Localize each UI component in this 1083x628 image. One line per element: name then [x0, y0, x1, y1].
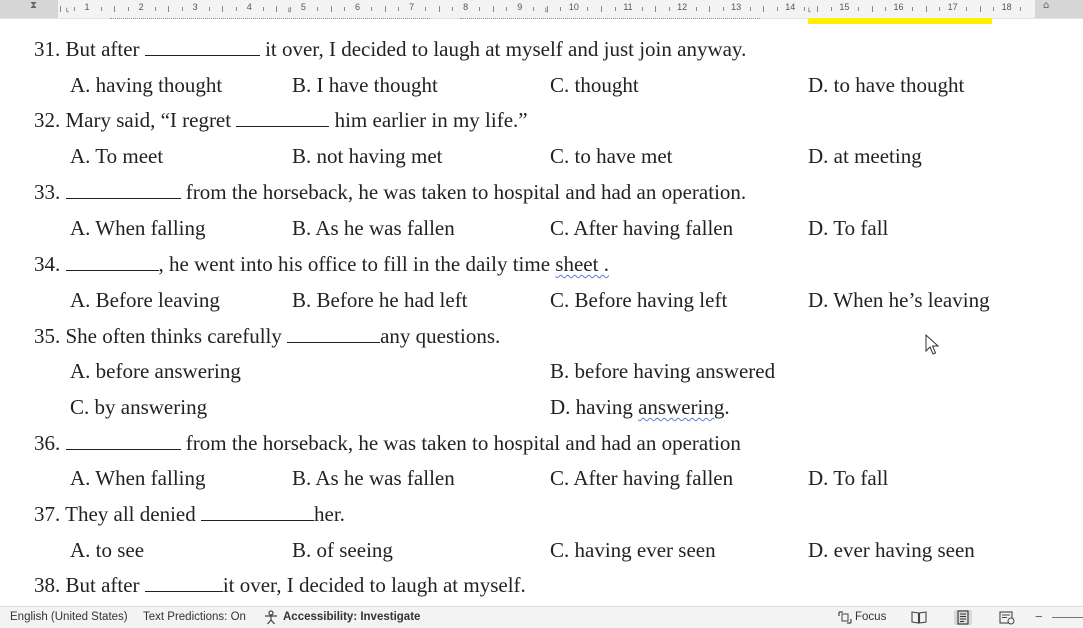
answer-blank	[66, 180, 181, 199]
option-a[interactable]: A. Before leaving	[70, 288, 220, 312]
ruler-tick	[547, 6, 548, 12]
question-35[interactable]	[34, 324, 500, 348]
ruler-tick	[182, 7, 183, 11]
option-c[interactable]: C. After having fallen	[550, 216, 734, 240]
ruler-tick	[479, 7, 480, 11]
question-33[interactable]	[34, 180, 746, 204]
question-text: 33.	[34, 180, 66, 204]
ruler-tick	[696, 7, 697, 11]
option-b[interactable]: B. not having met	[292, 144, 443, 168]
grammar-suggestion[interactable]: answering	[638, 395, 725, 419]
ruler-tick	[763, 6, 764, 12]
question-text: from the horseback, he was taken to hospital and had an operation	[180, 431, 741, 455]
option-b[interactable]: B. As he was fallen	[292, 466, 455, 490]
ruler-tick	[493, 6, 494, 12]
ruler-number: 7	[409, 2, 415, 12]
option-a[interactable]: A. before answering	[70, 359, 241, 383]
ruler-tick	[290, 7, 291, 11]
question-text: , he went into his office to fill in the daily time	[158, 252, 556, 276]
ruler-tick	[601, 6, 602, 12]
question-31[interactable]	[34, 37, 746, 61]
option-a[interactable]: A. having thought	[70, 73, 223, 97]
focus-icon[interactable]	[837, 610, 853, 625]
ruler-tick	[777, 7, 778, 11]
question-text: 31. But after	[34, 37, 145, 61]
ruler-tick	[912, 7, 913, 11]
option-b[interactable]: B. I have thought	[292, 73, 438, 97]
ruler-tick	[980, 6, 981, 12]
focus-button[interactable]: Focus	[855, 611, 887, 623]
ruler-tick	[168, 6, 169, 12]
tab-stop-icon[interactable]: ˪	[808, 4, 812, 15]
ruler-tick	[872, 6, 873, 12]
option-c[interactable]: C. thought	[550, 73, 639, 97]
option-a[interactable]: A. When falling	[70, 216, 206, 240]
question-text: from the horseback, he was taken to hospital and had an operation.	[180, 180, 747, 204]
ruler-number: 16	[893, 2, 904, 12]
question-38[interactable]	[34, 573, 526, 597]
ruler-tick	[709, 6, 710, 12]
ruler-number: 13	[731, 2, 742, 12]
option-c[interactable]: C. Before having left	[550, 288, 728, 312]
ruler-tick	[331, 6, 332, 12]
ruler-tick	[209, 7, 210, 11]
question-text: him earlier in my life.”	[329, 108, 528, 132]
status-bar	[0, 606, 1083, 628]
answer-blank	[287, 324, 380, 343]
question-32[interactable]	[34, 108, 528, 132]
ruler-tick	[750, 7, 751, 11]
read-mode-icon[interactable]	[911, 610, 927, 625]
zoom-slider[interactable]	[1052, 617, 1083, 618]
ruler-tick	[939, 7, 940, 11]
zoom-out-icon[interactable]: −	[1035, 609, 1043, 624]
ruler-tick	[642, 7, 643, 11]
option-c[interactable]: C. having ever seen	[550, 538, 716, 562]
option-d[interactable]: D. ever having seen	[808, 538, 975, 562]
question-text: 37. They all denied	[34, 502, 201, 526]
highlighted-text-fragment	[808, 18, 992, 24]
ruler-number: 1	[84, 2, 90, 12]
ruler-number: 14	[785, 2, 796, 12]
print-layout-icon[interactable]	[954, 610, 972, 625]
indent-marker-icon[interactable]: ⧗	[30, 0, 38, 11]
ruler-tick	[452, 7, 453, 11]
ruler-tick	[587, 7, 588, 11]
answer-blank	[201, 502, 314, 521]
ruler-tick	[222, 6, 223, 12]
ruler-tick	[506, 7, 507, 11]
ruler-number: 11	[623, 2, 633, 12]
ruler-number: 8	[463, 2, 469, 12]
ruler-number: 10	[568, 2, 579, 12]
ruler-tick	[385, 6, 386, 12]
ruler-tick	[101, 7, 102, 11]
ruler-tick	[263, 7, 264, 11]
ruler-tick	[114, 6, 115, 12]
ruler-tick	[398, 7, 399, 11]
ruler-tick	[615, 7, 616, 11]
ruler-left-margin	[0, 0, 58, 18]
option-b[interactable]: B. of seeing	[292, 538, 393, 562]
previous-line-fragment	[460, 18, 760, 22]
ruler-tick	[1020, 7, 1021, 11]
accessibility-status[interactable]: Accessibility: Investigate	[283, 611, 421, 623]
answer-blank	[66, 252, 159, 271]
ruler-tick	[317, 7, 318, 11]
ruler-tick	[128, 7, 129, 11]
ruler-tick	[885, 7, 886, 11]
option-b[interactable]: B. before having answered	[550, 359, 776, 383]
question-37[interactable]	[34, 502, 345, 526]
option-c[interactable]: C. After having fallen	[550, 466, 734, 490]
question-36[interactable]	[34, 431, 741, 455]
grammar-suggestion[interactable]: sheet .	[555, 252, 609, 276]
question-text: it over, I decided to laugh at myself and just join anyway.	[259, 37, 747, 61]
mouse-pointer-icon	[925, 334, 941, 356]
ruler-tick	[858, 7, 859, 11]
option-text: D. having	[550, 395, 639, 419]
ruler-tick	[926, 6, 927, 12]
ruler-tick	[817, 6, 818, 12]
ruler-tick	[804, 7, 805, 11]
ruler-tick	[155, 7, 156, 11]
option-c[interactable]: C. by answering	[70, 395, 208, 419]
ruler-number: 3	[192, 2, 198, 12]
question-text: any questions.	[380, 324, 501, 348]
question-text: her.	[314, 502, 345, 526]
answer-blank	[66, 431, 181, 450]
ruler-tick	[344, 7, 345, 11]
answer-blank	[236, 108, 329, 127]
ruler-tick	[723, 7, 724, 11]
ruler-tick	[655, 6, 656, 12]
text-predictions-status[interactable]: Text Predictions: On	[143, 611, 246, 623]
ruler-tick	[60, 6, 61, 12]
ruler-number: 15	[839, 2, 850, 12]
web-layout-icon[interactable]	[999, 610, 1015, 625]
ruler-tick	[371, 7, 372, 11]
ruler-tick	[425, 7, 426, 11]
option-d[interactable]: D. To fall	[808, 216, 889, 240]
option-c[interactable]: C. to have met	[550, 144, 673, 168]
ruler-number: 9	[517, 2, 523, 12]
option-a[interactable]: A. to see	[70, 538, 145, 562]
option-d[interactable]	[550, 395, 730, 419]
ruler-number: 12	[677, 2, 688, 12]
option-a[interactable]: A. To meet	[70, 144, 164, 168]
previous-line-fragment	[110, 18, 430, 22]
question-text: 35. She often thinks carefully	[34, 324, 288, 348]
ruler-tick	[533, 7, 534, 11]
question-text: 32. Mary said, “I regret	[34, 108, 237, 132]
option-d[interactable]: D. to have thought	[808, 73, 965, 97]
ruler-number: 2	[138, 2, 144, 12]
option-d[interactable]: D. When he’s leaving	[808, 288, 990, 312]
option-text: .	[724, 395, 730, 419]
answer-blank	[145, 37, 260, 56]
ruler-tick	[276, 6, 277, 12]
horizontal-ruler[interactable]	[0, 0, 1083, 19]
option-d[interactable]: D. To fall	[808, 466, 889, 490]
ruler-tick	[560, 7, 561, 11]
answer-blank	[145, 573, 223, 592]
ruler-tick	[439, 6, 440, 12]
question-text: 36.	[34, 431, 66, 455]
option-b[interactable]: B. Before he had left	[292, 288, 468, 312]
ruler-number: 5	[300, 2, 306, 12]
ruler-number: 18	[1001, 2, 1012, 12]
ruler-tick	[966, 7, 967, 11]
question-text: 38. But after	[34, 573, 145, 597]
ruler-tick	[669, 7, 670, 11]
question-34[interactable]	[34, 252, 609, 276]
ruler-number: 4	[246, 2, 252, 12]
option-b[interactable]: B. As he was fallen	[292, 216, 455, 240]
language-status[interactable]: English (United States)	[10, 611, 128, 623]
ruler-tick	[993, 7, 994, 11]
question-text: it over, I decided to laugh at myself.	[222, 573, 526, 597]
question-text: 34.	[34, 252, 66, 276]
ruler-tick	[831, 7, 832, 11]
right-indent-marker-icon[interactable]: ⌂	[1043, 0, 1050, 11]
tab-stop-icon[interactable]: ˪	[66, 4, 70, 15]
ruler-tick	[74, 7, 75, 11]
option-d[interactable]: D. at meeting	[808, 144, 922, 168]
option-a[interactable]: A. When falling	[70, 466, 206, 490]
ruler-number: 6	[354, 2, 361, 12]
ruler-number: 17	[947, 2, 958, 12]
accessibility-icon[interactable]	[263, 610, 279, 625]
ruler-tick	[236, 7, 237, 11]
